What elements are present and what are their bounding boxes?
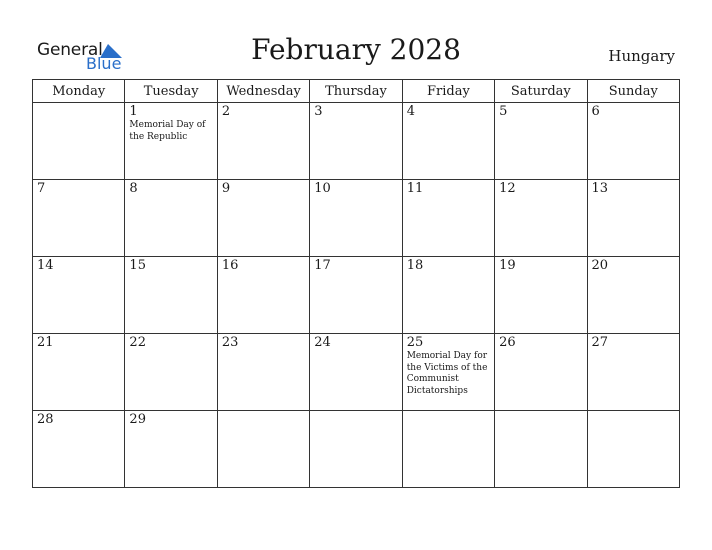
day-cell	[495, 334, 587, 411]
day-number: 28	[37, 412, 54, 427]
day-number: 24	[314, 335, 331, 350]
weekday-header: Tuesday	[125, 80, 217, 103]
calendar-grid	[32, 79, 680, 488]
country-label: Hungary	[608, 47, 675, 65]
weekday-header: Monday	[33, 80, 125, 103]
day-cell	[33, 180, 125, 257]
holiday-label: Memorial Day for the Victims of the Communist Dictatorships	[406, 351, 488, 396]
day-cell	[125, 411, 217, 488]
day-number: 29	[129, 412, 146, 427]
day-cell	[33, 411, 125, 488]
day-number: 3	[314, 104, 323, 119]
day-number: 8	[129, 181, 138, 196]
day-cell	[33, 103, 125, 180]
day-number: 15	[129, 258, 146, 273]
day-cell	[217, 257, 309, 334]
day-number: 17	[314, 258, 331, 273]
day-number: 20	[591, 258, 609, 273]
day-cell	[217, 103, 309, 180]
day-number: 5	[499, 104, 508, 119]
week-row	[33, 257, 680, 334]
day-number: 21	[37, 335, 54, 350]
weekday-header-row	[33, 80, 680, 103]
day-number: 26	[499, 335, 516, 350]
logo-text-blue: Blue	[86, 54, 122, 73]
day-cell	[587, 411, 679, 488]
day-cell	[495, 257, 587, 334]
day-number: 6	[591, 104, 600, 119]
day-cell	[125, 334, 217, 411]
day-cell	[310, 411, 402, 488]
weekday-header: Saturday	[495, 80, 587, 103]
page-title: February 2028	[251, 33, 461, 66]
day-cell	[310, 257, 402, 334]
day-cell	[587, 334, 679, 411]
weekday-header: Sunday	[587, 80, 679, 103]
day-cell	[495, 103, 587, 180]
week-row	[33, 334, 680, 411]
day-cell	[217, 180, 309, 257]
day-cell	[402, 180, 494, 257]
weekday-header: Thursday	[310, 80, 402, 103]
day-cell	[217, 411, 309, 488]
day-number: 10	[314, 181, 331, 196]
day-number: 4	[406, 104, 415, 119]
day-number: 11	[406, 181, 424, 196]
day-cell	[217, 334, 309, 411]
week-row	[33, 103, 680, 180]
day-number: 2	[221, 104, 231, 119]
day-cell	[310, 180, 402, 257]
day-cell	[125, 257, 217, 334]
day-cell	[125, 180, 217, 257]
day-number: 14	[37, 258, 54, 273]
logo-text-general: General	[37, 40, 103, 60]
week-row	[33, 180, 680, 257]
day-number: 1	[129, 104, 138, 119]
day-cell	[310, 103, 402, 180]
day-number: 25	[406, 335, 424, 350]
day-cell	[587, 180, 679, 257]
day-number: 19	[499, 258, 516, 273]
day-cell	[402, 103, 494, 180]
day-cell	[33, 257, 125, 334]
day-cell	[33, 334, 125, 411]
day-cell	[495, 411, 587, 488]
day-cell	[125, 103, 217, 180]
day-number: 18	[406, 258, 424, 273]
day-cell	[402, 257, 494, 334]
day-number: 7	[37, 181, 46, 196]
day-cell	[495, 180, 587, 257]
day-cell	[587, 103, 679, 180]
day-number: 13	[591, 181, 609, 196]
day-cell	[310, 334, 402, 411]
day-cell	[402, 334, 494, 411]
weekday-header: Friday	[402, 80, 494, 103]
day-cell	[587, 257, 679, 334]
day-cell	[402, 411, 494, 488]
day-number: 9	[221, 181, 231, 196]
day-number: 16	[221, 258, 239, 273]
day-number: 27	[591, 335, 609, 350]
day-number: 22	[129, 335, 146, 350]
weekday-header: Wednesday	[217, 80, 309, 103]
day-number: 23	[221, 335, 239, 350]
holiday-label: Memorial Day of the Republic	[129, 120, 206, 142]
day-number: 12	[499, 181, 516, 196]
week-row	[33, 411, 680, 488]
